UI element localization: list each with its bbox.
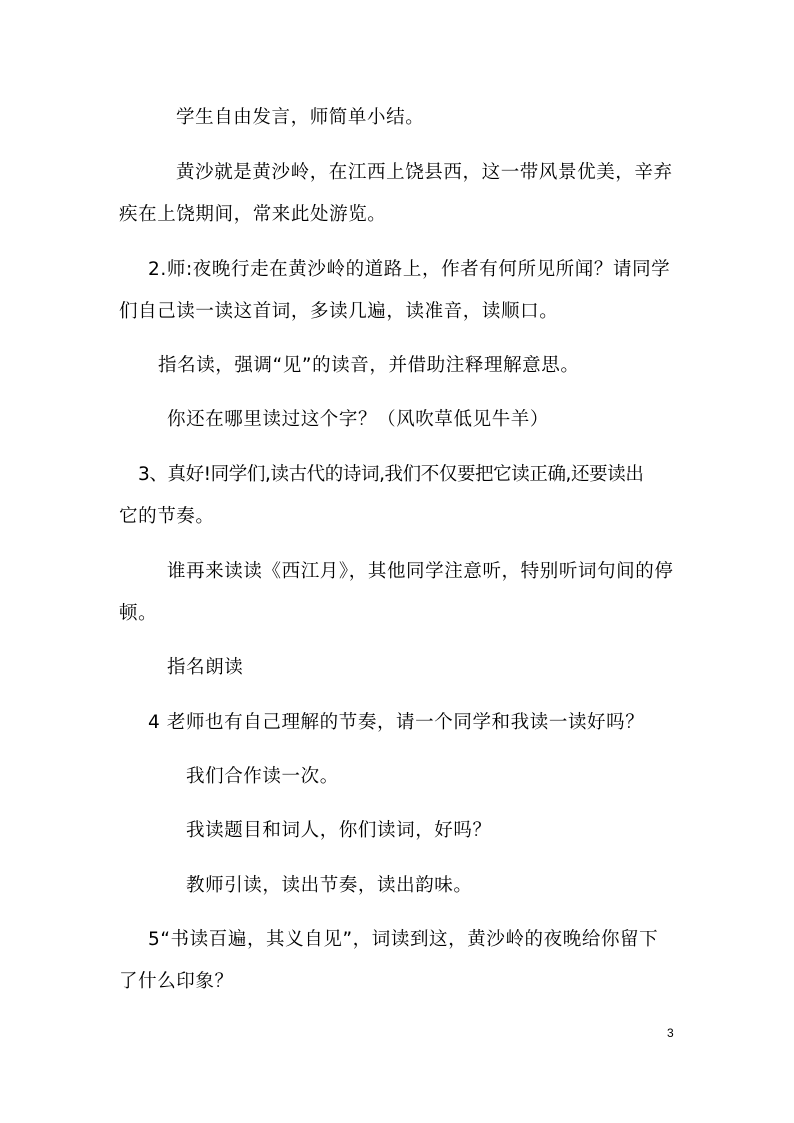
text-line: 3、真好!同学们,读古代的诗词,我们不仅要把它读正确,还要读出 — [138, 464, 644, 485]
text-line: 它的节奏。 — [119, 506, 215, 527]
text-line: 5“书读百遍，其义自见”，词读到这，黄沙岭的夜晚给你留下 — [148, 929, 659, 950]
text-line: 顿。 — [119, 603, 158, 624]
text-line: 指名朗读 — [167, 657, 244, 678]
text-line: 我们合作读一次。 — [186, 766, 339, 787]
text-line: 黄沙就是黄沙岭，在江西上饶县西，这一带风景优美，辛弃 — [176, 162, 673, 183]
text-line: 学生自由发言，师简单小结。 — [176, 107, 425, 128]
text-line: 们自己读一读这首词，多读几遍，读准音，读顺口。 — [119, 301, 559, 322]
text-line: 2.师:夜晚行走在黄沙岭的道路上，作者有何所见所闻？请同学 — [148, 259, 671, 280]
text-line: 你还在哪里读过这个字？（风吹草低见牛羊） — [167, 409, 550, 430]
text-line: 教师引读，读出节奏，读出韵味。 — [186, 875, 473, 896]
text-line: 疾在上饶期间，常来此处游览。 — [119, 204, 387, 225]
text-line: 我读题目和词人，你们读词，好吗？ — [186, 820, 492, 841]
text-line: 谁再来读读《西江月》，其他同学注意听，特别听词句间的停 — [167, 561, 674, 582]
text-line: 指名读，强调“见”的读音，并借助注释理解意思。 — [158, 355, 580, 376]
page-number: 3 — [667, 1026, 674, 1040]
text-line: 4 老师也有自己理解的节奏，请一个同学和我读一读好吗？ — [148, 712, 645, 733]
text-line: 了什么印象？ — [119, 971, 234, 992]
